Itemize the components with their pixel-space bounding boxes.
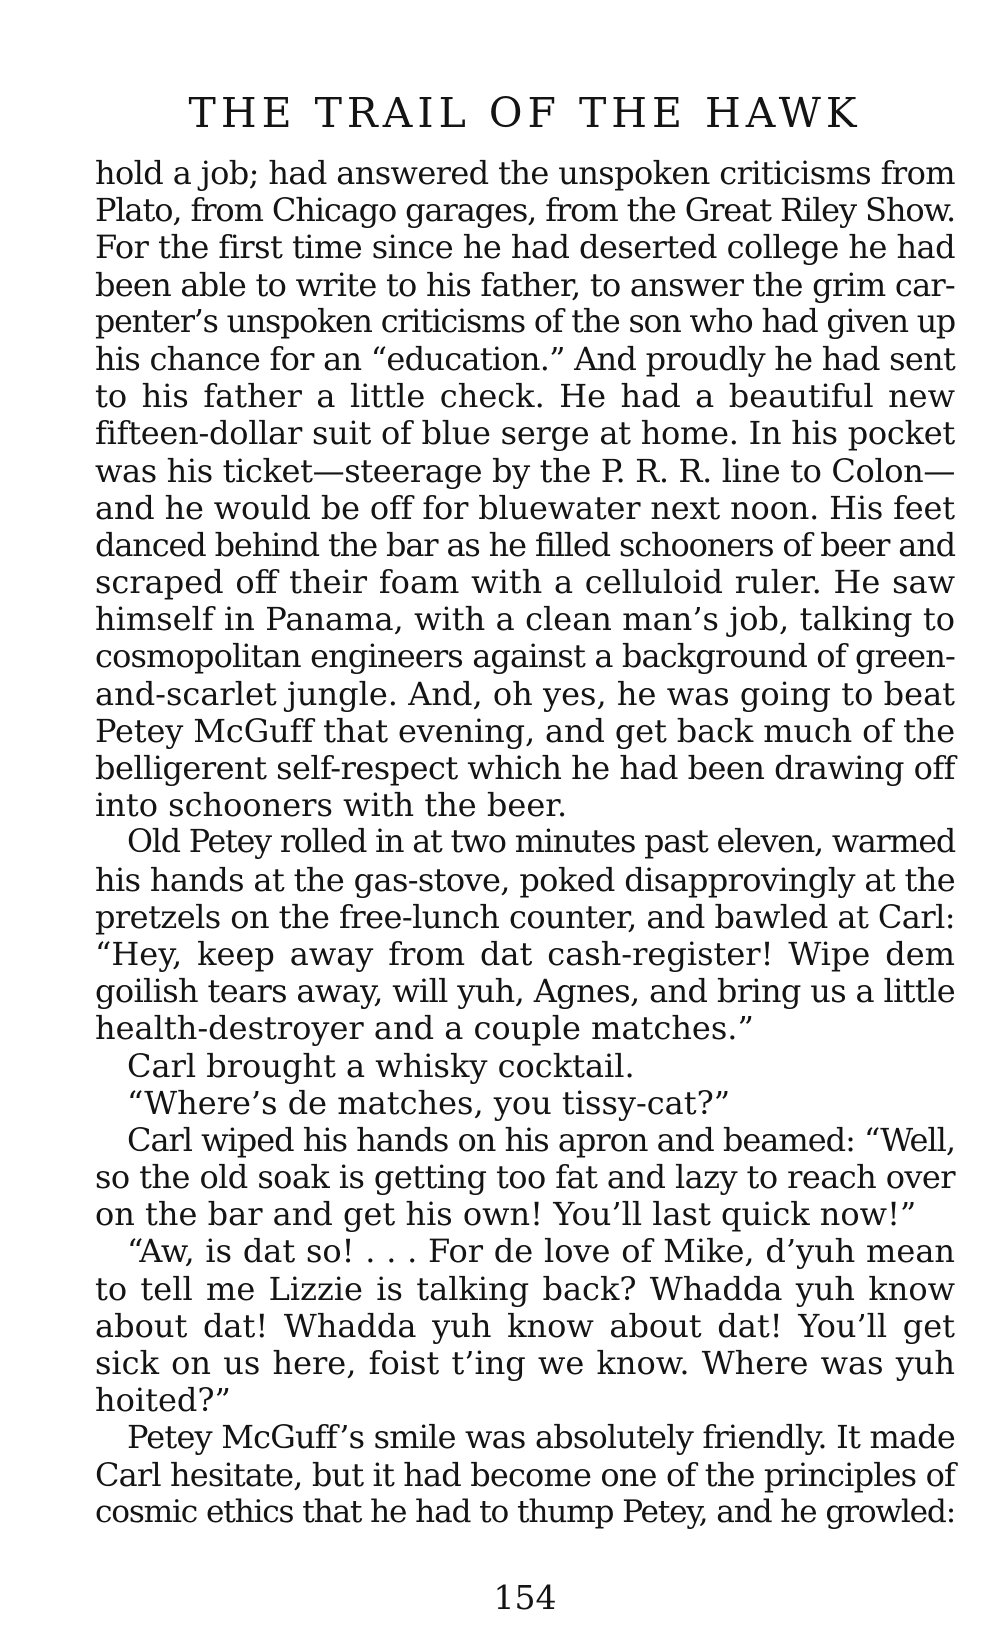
text-line: Old Petey rolled in at two minutes past eleven, warmed xyxy=(127,824,955,861)
text-line: pretzels on the free-lunch counter, and bawled at Carl: xyxy=(95,897,956,936)
text-line: so the old soak is getting too fat and lazy to reach over xyxy=(95,1158,956,1197)
text-line: to his father a little check. He had a beautiful new xyxy=(95,377,955,416)
text-line: Carl hesitate, but it had become one of the principles of xyxy=(95,1455,955,1494)
text-line: and he would be off for bluewater next noon. His feet xyxy=(95,488,955,527)
text-line: penter’s unspoken criticisms of the son who had given up xyxy=(95,303,955,340)
text-line: hoited?” xyxy=(95,1381,231,1420)
text-line: goilish tears away, will yuh, Agnes, and bring us a little xyxy=(95,972,955,1011)
text-line: health-destroyer and a couple matches.” xyxy=(95,1009,754,1048)
text-line: scraped off their foam with a celluloid ruler. He saw xyxy=(95,563,955,602)
text-line: Plato, from Chicago garages, from the Great Riley Show. xyxy=(95,191,956,230)
text-line: sick on us here, foist t’ing we know. Where was yuh xyxy=(95,1344,955,1382)
text-line: danced behind the bar as he filled schooners of beer and xyxy=(95,525,955,564)
text-line: cosmopolitan engineers against a background of green- xyxy=(95,637,955,676)
text-line: to tell me Lizzie is talking back? Whadda yuh know xyxy=(95,1269,955,1308)
text-line: and-scarlet jungle. And, oh yes, he was going to beat xyxy=(95,674,955,713)
text-line: hold a job; had answered the unspoken criticisms from xyxy=(95,154,955,192)
text-line: “Aw, is dat so! . . . For de love of Mike, d’yuh mean xyxy=(127,1232,955,1271)
text-line: into schooners with the beer. xyxy=(95,786,568,825)
text-line: on the bar and get his own! You’ll last quick now!” xyxy=(95,1195,917,1234)
text-line: was his ticket—steerage by the P. R. R. line to Colon— xyxy=(95,451,955,490)
text-line: belligerent self-respect which he had been drawing off xyxy=(95,749,955,787)
text-line: been able to write to his father, to answer the grim car- xyxy=(95,265,955,304)
text-line: his hands at the gas-stove, poked disapprovingly at the xyxy=(95,860,956,899)
text-line: “Where’s de matches, you tissy-cat?” xyxy=(127,1083,731,1122)
text-line: his chance for an “education.” And proudly he had sent xyxy=(95,339,956,378)
body-text xyxy=(95,155,955,1531)
text-line: Petey McGuff that evening, and get back much of the xyxy=(95,711,956,750)
text-line: Carl wiped his hands on his apron and beamed: “Well, xyxy=(127,1120,956,1159)
page-number: 154 xyxy=(493,1578,557,1617)
text-line: For the first time since he had deserted college he had xyxy=(95,228,955,267)
text-line: himself in Panama, with a clean man’s job, talking to xyxy=(95,600,955,639)
text-line: Carl brought a whisky cocktail. xyxy=(127,1046,635,1085)
text-line: about dat! Whadda yuh know about dat! You’ll get xyxy=(95,1306,955,1345)
text-line: cosmic ethics that he had to thump Petey, and he growled: xyxy=(95,1493,955,1530)
running-head: THE TRAIL OF THE HAWK xyxy=(188,89,862,137)
text-line: fifteen-dollar suit of blue serge at home. In his pocket xyxy=(95,414,955,453)
text-line: Petey McGuff’s smile was absolutely friendly. It made xyxy=(127,1418,955,1457)
text-line: “Hey, keep away from dat cash-register! Wipe dem xyxy=(95,934,955,973)
